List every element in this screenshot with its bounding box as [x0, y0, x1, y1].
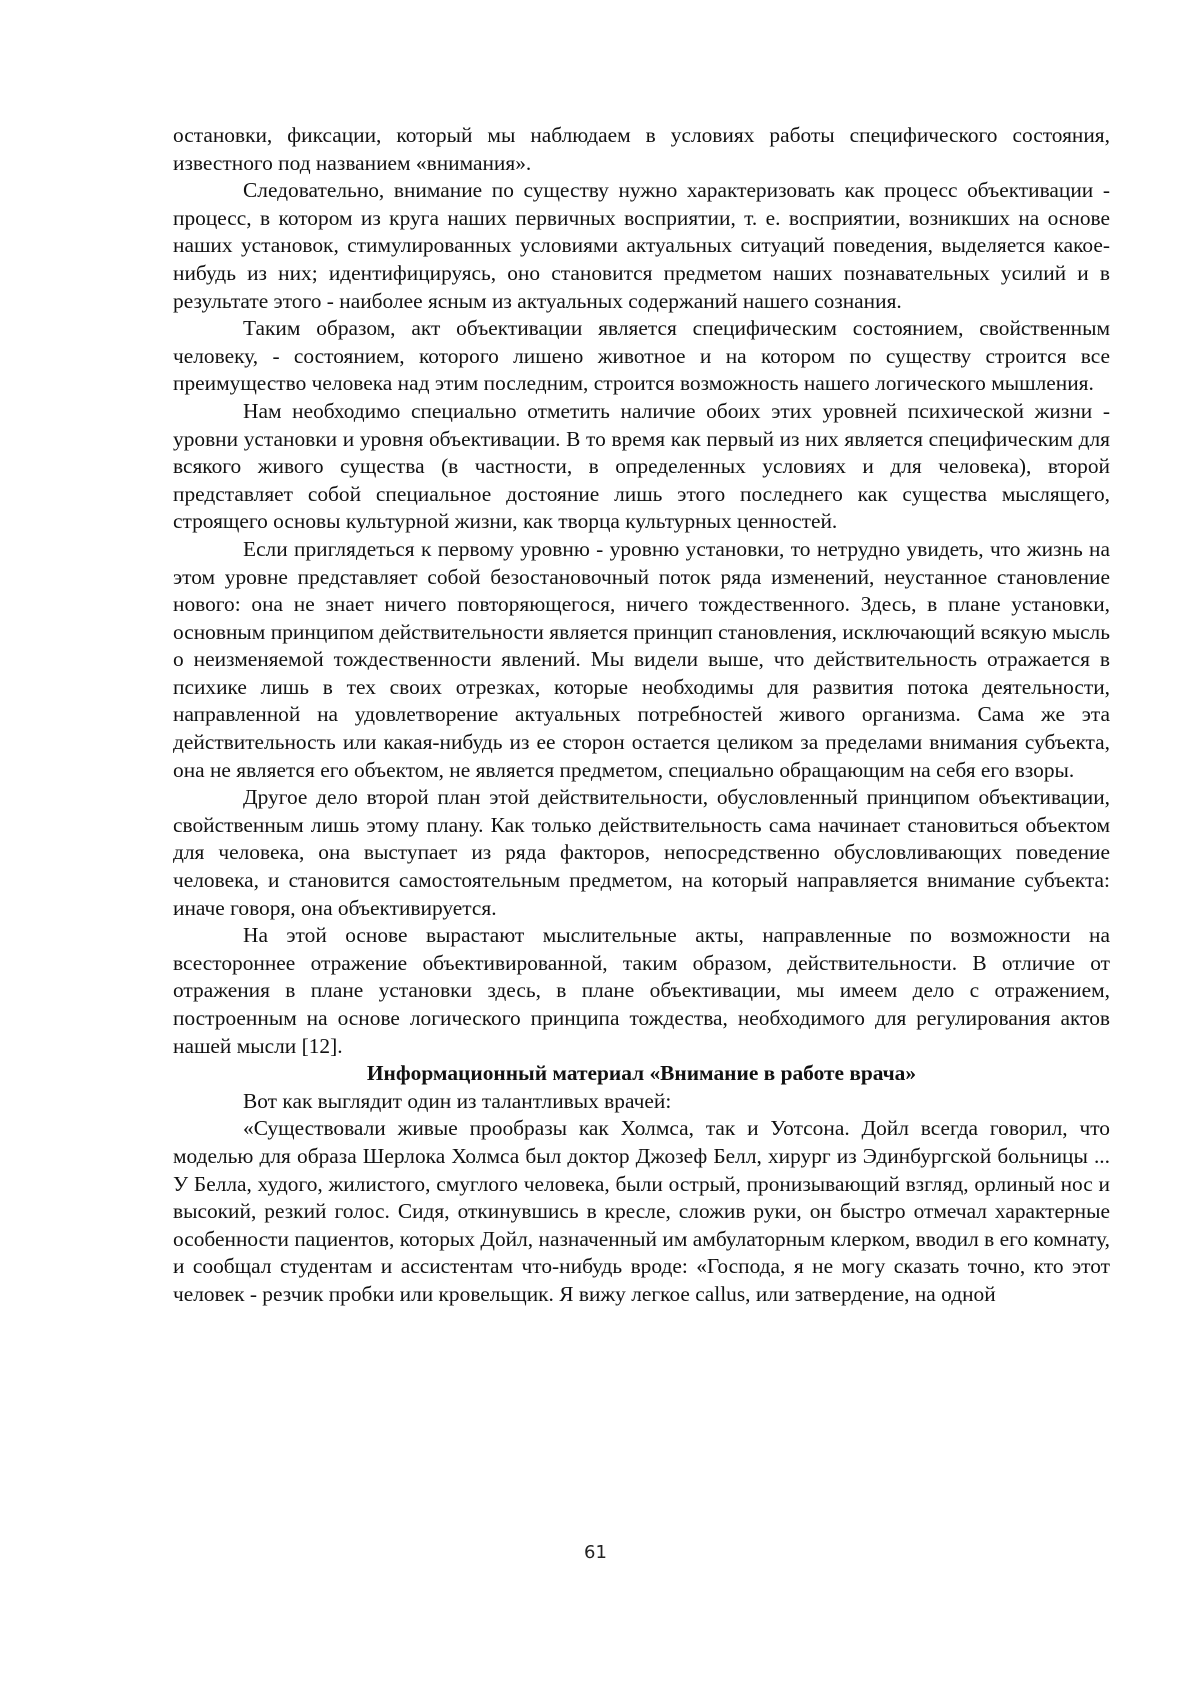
section-heading: Информационный материал «Внимание в работе врача»: [366, 1061, 917, 1086]
paragraph: Нам необходимо специально отметить наличие обоих этих уровней психической жизни - уровни установки и уровня объективации. В то время как первый из них является специфическим для всякого живого существа (в частности, в определенных условиях и для человека), второй представляет собой специальное достояние лишь этого последнего как существа мыслящего, строящего основы культурной жизни, как творца культурных ценностей.: [173, 398, 1110, 534]
paragraph: Если приглядеться к первому уровню - уровню установки, то нетрудно увидеть, что жизнь на этом уровне представляет собой безостановочный поток ряда изменений, неустанное становление нового: она не знает ничего повторяющегося, ничего тождественного. Здесь, в плане установки, основным принципом действительности является принцип становления, исключающий всякую мысль о неизменяемой тождественности явлений. Мы видели выше, что действительность отражается в психике лишь в тех своих отрезках, которые необходимы для развития потока деятельности, направленной на удовлетворение актуальных потребностей живого организма. Сама же эта действительность или какая-нибудь из ее сторон остается целиком за пределами внимания субъекта, она не является его объектом, не является предметом, специально обращающим на себя его взоры.: [173, 536, 1110, 782]
page-number: 61: [584, 1542, 607, 1563]
paragraph-continuation: остановки, фиксации, который мы наблюдаем в условиях работы специфического состояния, известного под названием «внимания».: [173, 123, 1110, 175]
paragraph: На этой основе вырастают мыслительные акты, направленные по возможности на всестороннее отражение объективированной, таким образом, действительности. В отличие от отражения в плане установки здесь, в плане объективации, мы имеем дело с отражением, построенным на основе логического принципа тождества, необходимого для регулирования актов нашей мысли [12].: [173, 923, 1110, 1058]
paragraph: Другое дело второй план этой действительности, обусловленный принципом объективации, свойственным лишь этому плану. Как только действительность сама начинает становиться объектом для человека, она выступает из ряда факторов, непосредственно обусловливающих поведение человека, и становится самостоятельным предметом, на который направляется внимание субъекта: иначе говоря, она объективируется.: [173, 785, 1110, 920]
paragraph: Следовательно, внимание по существу нужно характеризовать как процесс объективации - процесс, в котором из круга наших первичных восприятии, т. е. восприятии, возникших на основе наших установок, стимулированных условиями актуальных ситуаций поведения, выделяется какое-нибудь из них; идентифицируясь, оно становится предметом наших познавательных усилий и в результате этого - наиболее ясным из актуальных содержаний нашего сознания.: [173, 178, 1110, 313]
paragraph: Таким образом, акт объективации является специфическим состоянием, свойственным человеку, - состоянием, которого лишено животное и на котором по существу строится все преимущество человека над этим последним, строится возможность нашего логического мышления.: [173, 316, 1110, 396]
section-paragraph: «Существовали живые прообразы как Холмса, так и Уотсона. Дойл всегда говорил, что моделью для образа Шерлока Холмса был доктор Джозеф Белл, хирург из Эдинбургской больницы ... У Белла, худого, жилистого, смуглого человека, были острый, пронизывающий взгляд, орлиный нос и высокий, резкий голос. Сидя, откинувшись в кресле, сложив руки, он быстро отмечал характерные особенности пациентов, которых Дойл, назначенный им амбулаторным клерком, вводил в его комнату, и сообщал студентам и ассистентам что-нибудь вроде: «Господа, я не могу сказать точно, кто этот человек - резчик пробки или кровельщик. Я вижу легкое callus, или затвердение, на одной: [173, 1116, 1110, 1306]
document-page: [173, 122, 1110, 1309]
section-paragraph: Вот как выглядит один из талантливых врачей:: [243, 1088, 672, 1113]
